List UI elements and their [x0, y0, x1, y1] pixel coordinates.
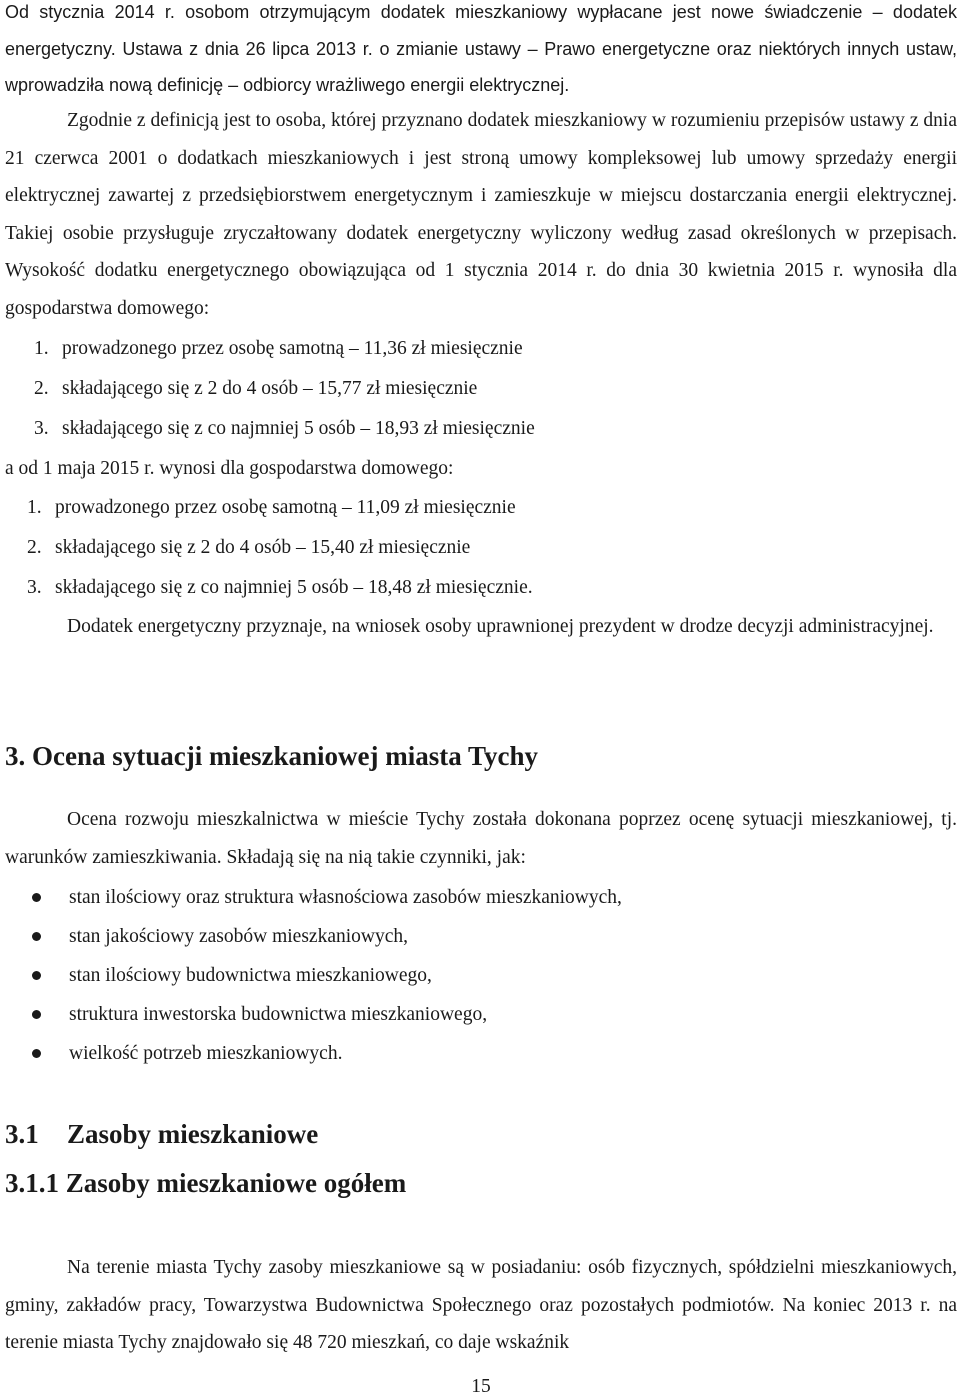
section-number: 3.: [5, 741, 26, 771]
list-item-number: 1.: [34, 338, 49, 359]
section-3-paragraph: Ocena rozwoju mieszkalnictwa w mieście Tychy została dokonana poprzez ocenę sytuacji mieszkaniowej, tj. warunków zamieszkiwania. Składają się na nią takie czynniki, jak:: [5, 809, 957, 868]
bullet-text: wielkość potrzeb mieszkaniowych.: [69, 1043, 343, 1064]
list-item-text: składającego się z 2 do 4 osób – 15,40 zł miesięcznie: [55, 537, 471, 558]
bullet-text: stan jakościowy zasobów mieszkaniowych,: [69, 926, 409, 947]
section-number: 3.1: [5, 1119, 39, 1149]
bullet-text: stan ilościowy budownictwa mieszkaniowego,: [69, 965, 432, 986]
page-number: 15: [471, 1376, 491, 1397]
bullet-item: [29, 995, 622, 1034]
section-heading-3-1: [5, 1117, 318, 1151]
list-item-text: składającego się z co najmniej 5 osób – 18,48 zł miesięcznie.: [55, 577, 533, 598]
list-item: [27, 575, 533, 601]
list-item: [34, 376, 477, 402]
list-item: [34, 336, 523, 362]
bullet-icon: [32, 932, 41, 941]
bullet-item: [29, 1034, 622, 1073]
section-title: Zasoby mieszkaniowe ogółem: [65, 1168, 407, 1198]
list-item: [34, 416, 535, 442]
bullet-item: [29, 917, 622, 956]
section-title: Zasoby mieszkaniowe: [67, 1119, 319, 1149]
definition-paragraph: Zgodnie z definicją jest to osoba, której przyznano dodatek mieszkaniowy w rozumieniu przepisów ustawy z dnia 21 czerwca 2001 o dodatkach mieszkaniowych i jest stroną umowy kompleksowej lub umowy sprzedaży energii elektrycznej zawartej z przedsiębiorstwem energetycznym i zamieszkuje w miejscu dostarczania energii elektrycznej. Takiej osobie przysługuje zryczałtowany dodatek energetyczny wyliczony według zasad określonych w przepisach. Wysokość dodatku energetycznego obowiązująca od 1 stycznia 2014 r. do dnia 30 kwietnia 2015 r. wynosiła dla gospodarstwa domowego:: [5, 110, 957, 319]
bullet-icon: [32, 1010, 41, 1019]
list-item-number: 1.: [27, 497, 42, 518]
list-item-text: składającego się z co najmniej 5 osób – 18,93 zł miesięcznie: [62, 418, 535, 439]
list-item-number: 3.: [27, 577, 42, 598]
section-3-1-1-paragraph: Na terenie miasta Tychy zasoby mieszkaniowe są w posiadaniu: osób fizycznych, spółdzielni mieszkaniowych, gminy, zakładów pracy, Towarzystwa Budownictwa Społecznego oraz pozostałych podmiotów. Na koniec 2013 r. na terenie miasta Tychy znajdowało się 48 720 mieszkań, co daje wskaźnik: [5, 1257, 957, 1353]
factors-bullet-list: [29, 878, 622, 1073]
bullet-icon: [32, 1049, 41, 1058]
list-item: [27, 495, 516, 521]
list-item: [27, 535, 470, 561]
document-page: [5, 0, 957, 1398]
intro-paragraph: Od stycznia 2014 r. osobom otrzymującym dodatek mieszkaniowy wypłacane jest nowe świadczenie – dodatek energetyczny. Ustawa z dnia 26 lipca 2013 r. o zmianie ustawy – Prawo energetyczne oraz niektórych innych ustaw, wprowadziła nową definicję – odbiorcy wrażliwego energii elektrycznej.: [5, 2, 957, 95]
list-item-text: prowadzonego przez osobę samotną – 11,36 zł miesięcznie: [62, 338, 523, 359]
bullet-text: struktura inwestorska budownictwa mieszkaniowego,: [69, 1004, 488, 1025]
list-item-number: 2.: [27, 537, 42, 558]
bullet-item: [29, 878, 622, 917]
list-item-text: prowadzonego przez osobę samotną – 11,09 zł miesięcznie: [55, 497, 516, 518]
section-title: Ocena sytuacji mieszkaniowej miasta Tychy: [32, 741, 538, 771]
decision-paragraph: Dodatek energetyczny przyznaje, na wniosek osoby uprawnionej prezydent w drodze decyzji administracyjnej.: [67, 616, 934, 637]
bullet-item: [29, 956, 622, 995]
list-item-number: 2.: [34, 378, 49, 399]
section-heading-3: [5, 739, 538, 773]
rates-2015-intro: a od 1 maja 2015 r. wynosi dla gospodarstwa domowego:: [5, 458, 454, 479]
list-item-text: składającego się z 2 do 4 osób – 15,77 zł miesięcznie: [62, 378, 478, 399]
section-number: 3.1.1: [5, 1168, 59, 1198]
bullet-icon: [32, 893, 41, 902]
section-heading-3-1-1: [5, 1166, 406, 1200]
list-item-number: 3.: [34, 418, 49, 439]
bullet-text: stan ilościowy oraz struktura własnościowa zasobów mieszkaniowych,: [69, 887, 622, 908]
bullet-icon: [32, 971, 41, 980]
